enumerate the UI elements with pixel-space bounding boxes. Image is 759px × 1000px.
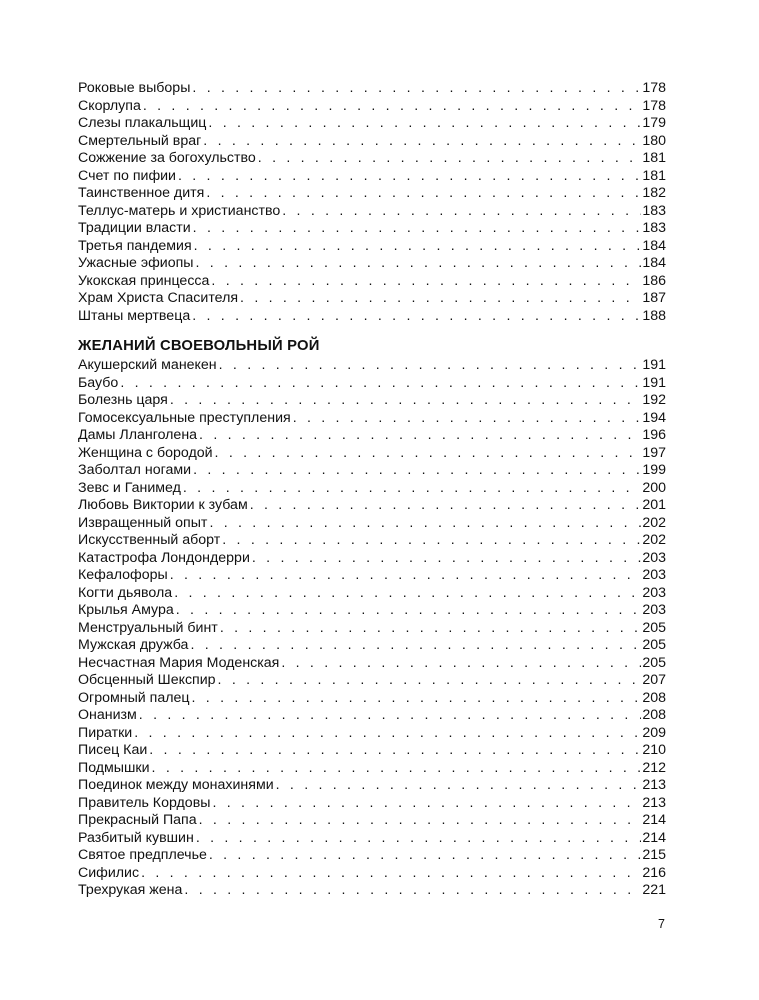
toc-entry-page: 181 (642, 150, 666, 166)
dot-leader (176, 602, 642, 620)
toc-entry (78, 830, 666, 848)
dot-leader (178, 168, 641, 186)
toc-entry-title: Катастрофа Лондондерри (78, 549, 250, 566)
dot-leader (258, 150, 642, 168)
toc-entry-page: 202 (642, 532, 666, 548)
toc-entry-page: 221 (642, 882, 666, 898)
toc-entry (78, 462, 666, 480)
dot-leader (220, 620, 642, 638)
toc-entry (78, 812, 666, 830)
toc-entry-title: Писец Каи (78, 742, 148, 758)
toc-entry-page: 197 (642, 444, 666, 461)
dot-leader (143, 98, 641, 116)
toc-entry (78, 203, 666, 221)
toc-entry (78, 655, 666, 673)
toc-entry (78, 637, 666, 655)
toc-entry-title: Любовь Виктории к зубам (78, 497, 248, 513)
toc-entry (78, 98, 666, 116)
toc-entry (78, 497, 666, 515)
toc-entry (78, 220, 666, 238)
toc-entry-title: Разбитый кувшин (78, 829, 194, 846)
toc-entry-title: Правитель Кордовы (78, 794, 211, 811)
toc-entry-page: 184 (642, 255, 666, 271)
toc-entry-page: 210 (642, 742, 666, 758)
toc-entry (78, 725, 666, 743)
dot-leader (196, 830, 642, 848)
toc-entry-title: Скорлупа (78, 97, 141, 114)
toc-entry-title: Несчастная Мария Моденская (78, 654, 280, 671)
toc-entry-title: Таинственное дитя (78, 185, 205, 201)
dot-leader (193, 462, 641, 480)
toc-entry-page: 194 (642, 409, 666, 426)
toc-entry (78, 273, 666, 291)
toc-entry-title: Акушерский манекен (78, 357, 217, 373)
dot-leader (211, 273, 641, 291)
toc-entry-title: Ужасные эфиопы (78, 255, 194, 271)
toc-entry (78, 795, 666, 813)
toc-entry-title: Болезнь царя (78, 392, 168, 408)
toc-entry-title: Мужская дружба (78, 637, 189, 653)
toc-entry-title: Слезы плакальщиц (78, 115, 207, 131)
toc-entry-title: Роковые выборы (78, 80, 191, 96)
dot-leader (276, 777, 642, 795)
toc-entry-page: 213 (642, 777, 666, 793)
dot-leader (170, 567, 642, 585)
toc-entry-page: 203 (642, 584, 666, 601)
dot-leader (209, 847, 641, 865)
toc-entry (78, 742, 666, 760)
toc-entry-title: Огромный палец (78, 689, 190, 706)
dot-leader (196, 255, 642, 273)
toc-entry-page: 186 (642, 272, 666, 289)
toc-entry (78, 357, 666, 375)
toc-entry-title: Укокская принцесса (78, 272, 210, 289)
toc-entry-title: Штаны мертвеца (78, 307, 191, 324)
dot-leader (199, 427, 641, 445)
toc-entry-title: Счет по пифии (78, 167, 176, 184)
toc-entry (78, 532, 666, 550)
toc-entry-title: Подмышки (78, 759, 150, 776)
toc-entry (78, 150, 666, 168)
toc-entry-page: 203 (642, 549, 666, 566)
toc-entry-title: Баубо (78, 374, 119, 391)
toc-group-2 (78, 357, 666, 900)
toc-entry-page: 209 (642, 724, 666, 741)
dot-leader (139, 707, 642, 725)
toc-entry (78, 567, 666, 585)
dot-leader (184, 882, 641, 900)
toc-entry-page: 214 (642, 812, 666, 828)
dot-leader (218, 672, 642, 690)
toc-entry-page: 183 (642, 202, 666, 219)
toc-entry-title: Обсценный Шекспир (78, 672, 216, 688)
toc-entry-page: 192 (642, 392, 666, 408)
dot-leader (252, 550, 641, 568)
dot-leader (293, 410, 642, 428)
dot-leader (199, 812, 642, 830)
toc-entry (78, 480, 666, 498)
toc-entry (78, 392, 666, 410)
toc-entry-title: Третья пандемия (78, 237, 192, 254)
toc-entry (78, 760, 666, 778)
dot-leader (215, 445, 642, 463)
toc-entry-title: Трехрукая жена (78, 882, 183, 898)
toc-entry (78, 238, 666, 256)
dot-leader (282, 203, 641, 221)
dot-leader (149, 742, 641, 760)
dot-leader (190, 637, 641, 655)
section-heading: ЖЕЛАНИЙ СВОЕВОЛЬНЫЙ РОЙ (78, 338, 320, 354)
toc-entry (78, 255, 666, 273)
toc-entry-title: Женщина с бородой (78, 444, 213, 461)
toc-entry-page: 208 (642, 689, 666, 706)
toc-entry-page: 181 (642, 167, 666, 184)
toc-entry (78, 80, 666, 98)
toc-entry (78, 672, 666, 690)
toc-entry-page: 208 (642, 707, 666, 723)
toc-entry-page: 201 (642, 497, 666, 513)
toc-entry-title: Дамы Лланголена (78, 427, 198, 443)
toc-entry (78, 707, 666, 725)
page-number: 7 (658, 917, 665, 931)
dot-leader (222, 532, 641, 550)
dot-leader (192, 308, 641, 326)
toc-entry-page: 178 (642, 97, 666, 114)
toc-entry-page: 179 (642, 115, 666, 131)
toc-entry-title: Менструальный бинт (78, 619, 218, 636)
toc-entry-page: 212 (642, 759, 666, 776)
toc-entry (78, 847, 666, 865)
dot-leader (120, 375, 641, 393)
toc-entry (78, 602, 666, 620)
dot-leader (208, 115, 641, 133)
toc-entry-page: 202 (642, 514, 666, 531)
toc-entry-page: 214 (642, 829, 666, 846)
toc-entry-title: Когти дьявола (78, 584, 173, 601)
dot-leader (141, 865, 641, 883)
toc-entry (78, 445, 666, 463)
toc-entry-page: 182 (642, 185, 666, 201)
dot-leader (209, 515, 641, 533)
toc-entry (78, 515, 666, 533)
dot-leader (134, 725, 641, 743)
toc-entry-page: 184 (642, 237, 666, 254)
dot-leader (193, 220, 642, 238)
toc-entry-page: 188 (642, 307, 666, 324)
toc-entry-title: Сожжение за богохульство (78, 150, 256, 166)
toc-entry (78, 308, 666, 326)
dot-leader (240, 290, 641, 308)
toc-entry-page: 196 (642, 427, 666, 443)
toc-entry (78, 865, 666, 883)
toc-entry-page: 191 (642, 357, 666, 373)
dot-leader (152, 760, 642, 778)
toc-entry-page: 191 (642, 374, 666, 391)
toc-entry-title: Искусственный аборт (78, 532, 221, 548)
toc-entry (78, 133, 666, 151)
toc-entry-title: Онанизм (78, 707, 137, 723)
toc-entry-page: 203 (642, 602, 666, 618)
toc-entry (78, 620, 666, 638)
toc-entry-title: Святое предплечье (78, 847, 207, 863)
toc-entry-page: 205 (642, 654, 666, 671)
toc-entry-page: 183 (642, 220, 666, 236)
toc-entry (78, 375, 666, 393)
toc-entry (78, 427, 666, 445)
toc-entry-title: Извращенный опыт (78, 514, 208, 531)
toc-entry-page: 187 (642, 290, 666, 306)
toc-entry-title: Поединок между монахинями (78, 777, 274, 793)
toc-entry-title: Прекрасный Папа (78, 812, 197, 828)
toc-entry-page: 207 (642, 672, 666, 688)
toc-entry-title: Традиции власти (78, 220, 191, 236)
dot-leader (250, 497, 642, 515)
toc-entry-page: 180 (642, 132, 666, 149)
toc-entry-page: 213 (642, 794, 666, 811)
toc-entry-page: 216 (642, 864, 666, 881)
dot-leader (281, 655, 641, 673)
dot-leader (212, 795, 641, 813)
table-of-contents (78, 80, 666, 900)
toc-entry (78, 882, 666, 900)
toc-entry (78, 410, 666, 428)
dot-leader (192, 80, 641, 98)
toc-entry-title: Теллус-матерь и христианство (78, 202, 281, 219)
toc-entry-title: Храм Христа Спасителя (78, 290, 239, 306)
toc-entry-title: Кефалофоры (78, 567, 168, 583)
dot-leader (183, 480, 641, 498)
dot-leader (174, 585, 641, 603)
toc-entry-title: Зевс и Ганимед (78, 479, 181, 496)
toc-group-1 (78, 80, 666, 325)
toc-entry (78, 185, 666, 203)
dot-leader (192, 690, 642, 708)
toc-entry-title: Пиратки (78, 724, 133, 741)
toc-entry-page: 205 (642, 619, 666, 636)
dot-leader (194, 238, 642, 256)
toc-entry (78, 168, 666, 186)
dot-leader (170, 392, 641, 410)
toc-entry (78, 115, 666, 133)
dot-leader (203, 133, 641, 151)
dot-leader (206, 185, 641, 203)
toc-entry (78, 585, 666, 603)
toc-entry-title: Сифилис (78, 864, 140, 881)
toc-entry (78, 290, 666, 308)
toc-entry-page: 203 (642, 567, 666, 583)
toc-entry-title: Смертельный враг (78, 132, 202, 149)
toc-entry (78, 690, 666, 708)
toc-entry-page: 199 (642, 462, 666, 478)
toc-entry (78, 777, 666, 795)
toc-entry-title: Гомосексуальные преступления (78, 409, 291, 426)
toc-entry-page: 200 (642, 479, 666, 496)
toc-entry (78, 550, 666, 568)
toc-entry-title: Крылья Амура (78, 602, 174, 618)
toc-entry-title: Заболтал ногами (78, 462, 192, 478)
dot-leader (219, 357, 642, 375)
toc-entry-page: 205 (642, 637, 666, 653)
toc-entry-page: 178 (642, 80, 666, 96)
toc-entry-page: 215 (642, 847, 666, 863)
